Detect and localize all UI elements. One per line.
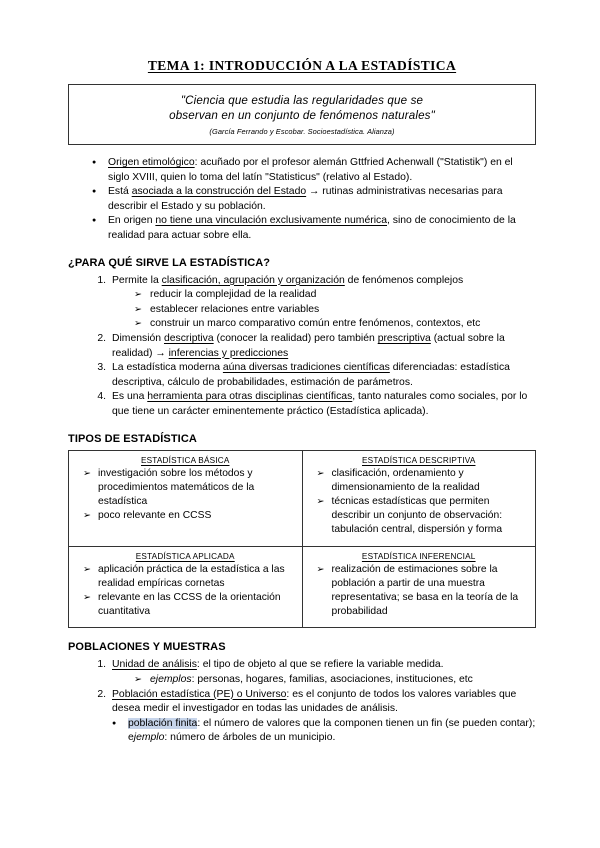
quote-line-1: "Ciencia que estudia las regularidades que se: [180, 94, 424, 107]
section-heading-poblaciones: [68, 641, 536, 653]
cell-list: [309, 563, 530, 620]
highlighted-term: población finita: [128, 717, 198, 729]
para-que-numbered-list: [68, 274, 536, 420]
pob-item2-rest: : es el conjunto de todos los valores variables que desea medir el investigador en todas las unidades de análisis.: [112, 688, 517, 715]
section-heading-text: POBLACIONES Y MUESTRAS: [68, 641, 226, 654]
item4-rest: , tanto naturales como sociales, por lo que tiene un carácter eminentemente práctico (Estadística aplicada).: [112, 391, 528, 417]
table-cell-descriptiva: [302, 450, 536, 546]
quote-line-2: observan en un conjunto de fenómenos naturales": [169, 108, 435, 122]
item4-prefix: Es una: [112, 391, 148, 403]
list-item: ➢ relevante en las CCSS de la orientación cuantitativa: [83, 591, 296, 619]
list-item: [112, 717, 536, 746]
item1-underlined: clasificación, agrupación y organización: [161, 274, 345, 286]
ejemplo-italic: jemplo: [133, 732, 165, 744]
item2-mid: (conocer la realidad) pero también: [213, 332, 378, 344]
item1-sub-list: [112, 288, 536, 332]
cell-title: ESTADÍSTICA INFERENCIAL: [361, 551, 476, 561]
quote-box: [68, 84, 536, 145]
bullet-3-rest: , sino de conocimiento de la realidad para actuar sobre ella.: [108, 215, 516, 241]
table-row: [69, 546, 536, 628]
bullet-2-underlined: asociada a la construcción del Estado: [131, 186, 307, 198]
list-item: [90, 332, 536, 361]
list-item: [90, 274, 536, 332]
section-heading-tipos: [68, 433, 536, 445]
pob-item1-rest: : el tipo de objeto al que se refiere la variable medida.: [196, 659, 444, 671]
item1-prefix: Permite la: [112, 274, 162, 286]
item2-u2: prescriptiva: [377, 332, 431, 344]
item3-prefix: La estadística moderna: [112, 362, 223, 374]
ejemplos-label: ejemplos: [150, 673, 192, 685]
cell-title: ESTADÍSTICA DESCRIPTIVA: [362, 455, 476, 465]
list-item: ➢ reducir la complejidad de la realidad: [134, 288, 536, 303]
pob-item1-underlined: Unidad de análisis: [112, 659, 197, 671]
cell-list: [309, 467, 530, 538]
item3-rest: diferenciadas: estadística descriptiva, cálculo de probabilidades, estimación de parámetros.: [112, 362, 510, 388]
pob-item2-underlined: Población estadística (PE) o Universo: [112, 688, 287, 700]
list-item: [90, 390, 536, 419]
list-item: ➢ poco relevante en CCSS: [83, 509, 296, 523]
bullet-2-rest: → rutinas administrativas necesarias para describir el Estado y su población.: [108, 186, 503, 212]
bullet-1-underlined: Origen etimológico: [108, 157, 195, 168]
list-item: [92, 185, 536, 214]
document-content: [68, 58, 536, 746]
list-item: [92, 156, 536, 185]
section-heading-text: ¿PARA QUÉ SIRVE LA ESTADÍSTICA?: [68, 256, 271, 269]
list-item: ➢ aplicación práctica de la estadística a las realidad empíricas cornetas: [83, 563, 296, 591]
item3-underlined: aúna diversas tradiciones científicas: [222, 362, 390, 374]
list-item: [92, 214, 536, 243]
item4-underlined: herramienta para otras disciplinas científicas: [147, 391, 353, 403]
bullet-3-underlined: no tiene una vinculación exclusivamente numérica: [155, 215, 387, 227]
list-item: [90, 361, 536, 390]
item2-u1: descriptiva: [163, 332, 214, 344]
section-heading-para-que: [68, 257, 536, 269]
cell-list: [75, 563, 296, 620]
list-item: ➢ establecer relaciones entre variables: [134, 303, 536, 318]
item2-u3: inferencias y predicciones: [168, 347, 289, 359]
list-item: ➢ técnicas estadísticas que permiten describir un conjunto de observación: tabulación central, dispersión y forma: [317, 495, 530, 538]
pob-sub-rest: : número de árboles de un municipio.: [164, 732, 336, 744]
pob-item2-sub-list: [68, 717, 536, 746]
table-cell-inferencial: [302, 546, 536, 628]
ejemplos-rest: : personas, hogares, familias, asociaciones, instituciones, etc: [191, 673, 473, 685]
page-title: TEMA 1: INTRODUCCIÓN A LA ESTADÍSTICA: [147, 58, 457, 73]
list-item: ➢ realización de estimaciones sobre la población a partir de una muestra representativa; se basa en la teoría de la probabilidad: [317, 563, 530, 620]
table-cell-aplicada: [69, 546, 303, 628]
cell-title: ESTADÍSTICA BÁSICA: [140, 455, 230, 465]
list-item: ➢ investigación sobre los métodos y procedimientos matemáticos de la estadística: [83, 467, 296, 510]
pob-sub-mid: : el número de valores que la componen tienen un fin (se pueden contar); e: [128, 717, 536, 744]
poblaciones-numbered-list: [68, 658, 536, 716]
list-item: ➢ construir un marco comparativo común entre fenómenos, contextos, etc: [134, 317, 536, 332]
list-item: [134, 673, 536, 688]
list-item: [90, 688, 536, 717]
table-cell-basica: [69, 450, 303, 546]
table-row: [69, 450, 536, 546]
bullet-2-prefix: Está: [108, 186, 132, 198]
quote-citation: (García Ferrando y Escobar. Socioestadística. Alianza): [209, 127, 395, 136]
section-heading-text: TIPOS DE ESTADÍSTICA: [68, 432, 197, 445]
item2-mid2: (actual sobre la realidad) →: [112, 332, 505, 359]
item1-rest: de fenómenos complejos: [344, 274, 464, 286]
item2-prefix: Dimensión: [112, 332, 164, 344]
types-table: [68, 450, 536, 629]
cell-list: [75, 467, 296, 524]
pob-item1-sub-list: [112, 673, 536, 688]
list-item: [90, 658, 536, 687]
bullet-3-prefix: En origen: [108, 215, 156, 227]
intro-bullet-list: [68, 156, 536, 244]
list-item: ➢ clasificación, ordenamiento y dimensionamiento de la realidad: [317, 467, 530, 495]
bullet-1-rest: : acuñado por el profesor alemán Gttfried Achenwall ("Statistik") en el siglo XVIII, quien lo toma del latín "Statisticus" (relativo al Estado).: [108, 157, 513, 183]
cell-title: ESTADÍSTICA APLICADA: [135, 551, 235, 561]
